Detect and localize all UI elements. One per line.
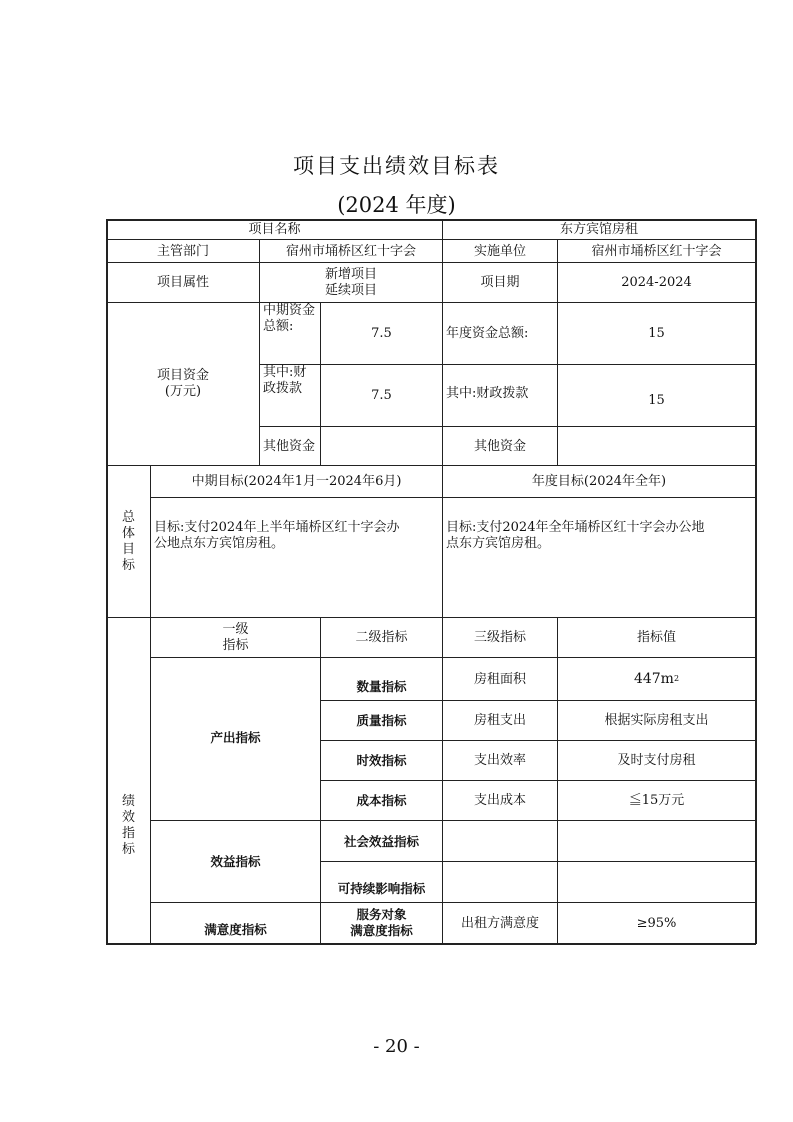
annual-fiscal-value: 15 <box>648 393 665 408</box>
unit-label: 实施单位 <box>473 243 526 259</box>
mid-total-label-line: 总额: <box>263 319 294 334</box>
attr-line: 延续项目 <box>324 282 377 298</box>
mid-goal-header: 中期目标(2024年1月一2024年6月) <box>191 474 402 489</box>
project-name-label: 项目名称 <box>248 222 301 237</box>
annual-goal-header: 年度目标(2024年全年) <box>531 474 667 489</box>
time-value: 及时支付房租 <box>617 753 696 768</box>
quality-label: 质量指标 <box>356 713 407 728</box>
attr-line: 新增项目 <box>324 266 377 282</box>
goal-side-char: 体 <box>121 525 135 541</box>
mid-fiscal-label <box>260 365 320 426</box>
mid-fiscal-value: 7.5 <box>371 388 392 403</box>
goal-side-char: 总 <box>121 509 135 525</box>
period-value: 2024-2024 <box>621 275 692 290</box>
quality-value: 根据实际房租支出 <box>604 713 709 728</box>
mid-goal-line: 公地点东方宾馆房租。 <box>154 536 285 551</box>
qty-value-text: 447m <box>633 670 674 687</box>
dept-label: 主管部门 <box>156 243 209 259</box>
quality-item: 房租支出 <box>473 713 526 728</box>
goal-side-char: 标 <box>121 557 135 573</box>
cost-item: 支出成本 <box>473 793 526 808</box>
satisfaction-item: 出租方满意度 <box>460 915 539 931</box>
cost-label: 成本指标 <box>356 793 407 808</box>
rule <box>320 861 756 862</box>
mid-goal-line: 目标:支付2024年上半年埇桥区红十字会办 <box>154 520 400 535</box>
cost-value: ≦15万元 <box>628 793 685 808</box>
service-label-line: 服务对象 <box>356 907 407 922</box>
funds-label-line: (万元) <box>164 384 202 399</box>
annual-other-label: 其他资金 <box>473 438 526 454</box>
annual-total-value: 15 <box>648 326 665 341</box>
output-label: 产出指标 <box>210 729 261 745</box>
funds-label <box>107 303 259 465</box>
page-title: 项目支出绩效目标表 <box>293 154 500 178</box>
level1-header-line: 指标 <box>222 637 249 653</box>
mid-total-label-line: 中期资金 <box>263 303 316 318</box>
annual-fiscal-label: 其中:财政拨款 <box>446 385 529 401</box>
annual-goal-line: 目标:支付2024年全年埇桥区红十字会办公地 <box>446 520 705 535</box>
social-label: 社会效益指标 <box>343 833 419 849</box>
rule <box>106 943 756 945</box>
mid-total-value: 7.5 <box>371 326 392 341</box>
attr-label: 项目属性 <box>156 275 209 290</box>
perf-side-char: 绩 <box>121 793 135 809</box>
qty-item: 房租面积 <box>473 671 526 687</box>
mid-other-label: 其他资金 <box>263 438 316 454</box>
period-label: 项目期 <box>480 275 520 290</box>
annual-goal-line: 点东方宾馆房租。 <box>446 536 551 551</box>
benefit-label: 效益指标 <box>210 854 261 869</box>
service-label-line: 满意度指标 <box>350 923 413 938</box>
perf-side-label <box>107 618 150 943</box>
time-item: 支出效率 <box>473 753 526 768</box>
annual-goal-text <box>443 520 755 580</box>
mid-goal-text <box>151 520 442 580</box>
perf-side-char: 标 <box>121 841 135 857</box>
qty-label: 数量指标 <box>356 678 407 694</box>
project-name-value: 东方宾馆房租 <box>559 222 638 237</box>
service-label <box>321 903 442 943</box>
rule <box>755 219 757 944</box>
page-number: - 20 - <box>373 1036 420 1057</box>
satisfaction-value: ≥95% <box>636 915 677 931</box>
unit-value: 宿州市埇桥区红十字会 <box>591 243 722 259</box>
sustain-label: 可持续影响指标 <box>337 880 426 896</box>
qty-value: 447m 2 <box>633 670 680 687</box>
perf-side-char: 指 <box>121 825 135 841</box>
level1-header-line: 一级 <box>222 621 249 637</box>
attr-value <box>260 263 442 302</box>
mid-fiscal-label-line: 政拨款 <box>263 381 303 396</box>
funds-label-line: 项目资金 <box>156 368 209 383</box>
satisfaction-label: 满意度指标 <box>204 921 267 937</box>
dept-value: 宿州市埇桥区红十字会 <box>285 243 416 259</box>
rule <box>150 497 756 498</box>
mid-fiscal-label-line: 其中:财 <box>263 365 307 380</box>
perf-side-char: 效 <box>121 809 135 825</box>
goal-side-label <box>107 466 150 617</box>
time-label: 时效指标 <box>356 753 407 768</box>
level2-header: 二级指标 <box>355 630 408 645</box>
annual-total-label: 年度资金总额: <box>446 326 529 341</box>
level3-header: 三级指标 <box>473 630 526 645</box>
page-subtitle: (2024 年度) <box>337 193 456 217</box>
goal-side-char: 目 <box>121 541 135 557</box>
mid-total-label <box>260 303 320 364</box>
value-header: 指标值 <box>636 630 676 645</box>
level1-header <box>151 618 320 657</box>
